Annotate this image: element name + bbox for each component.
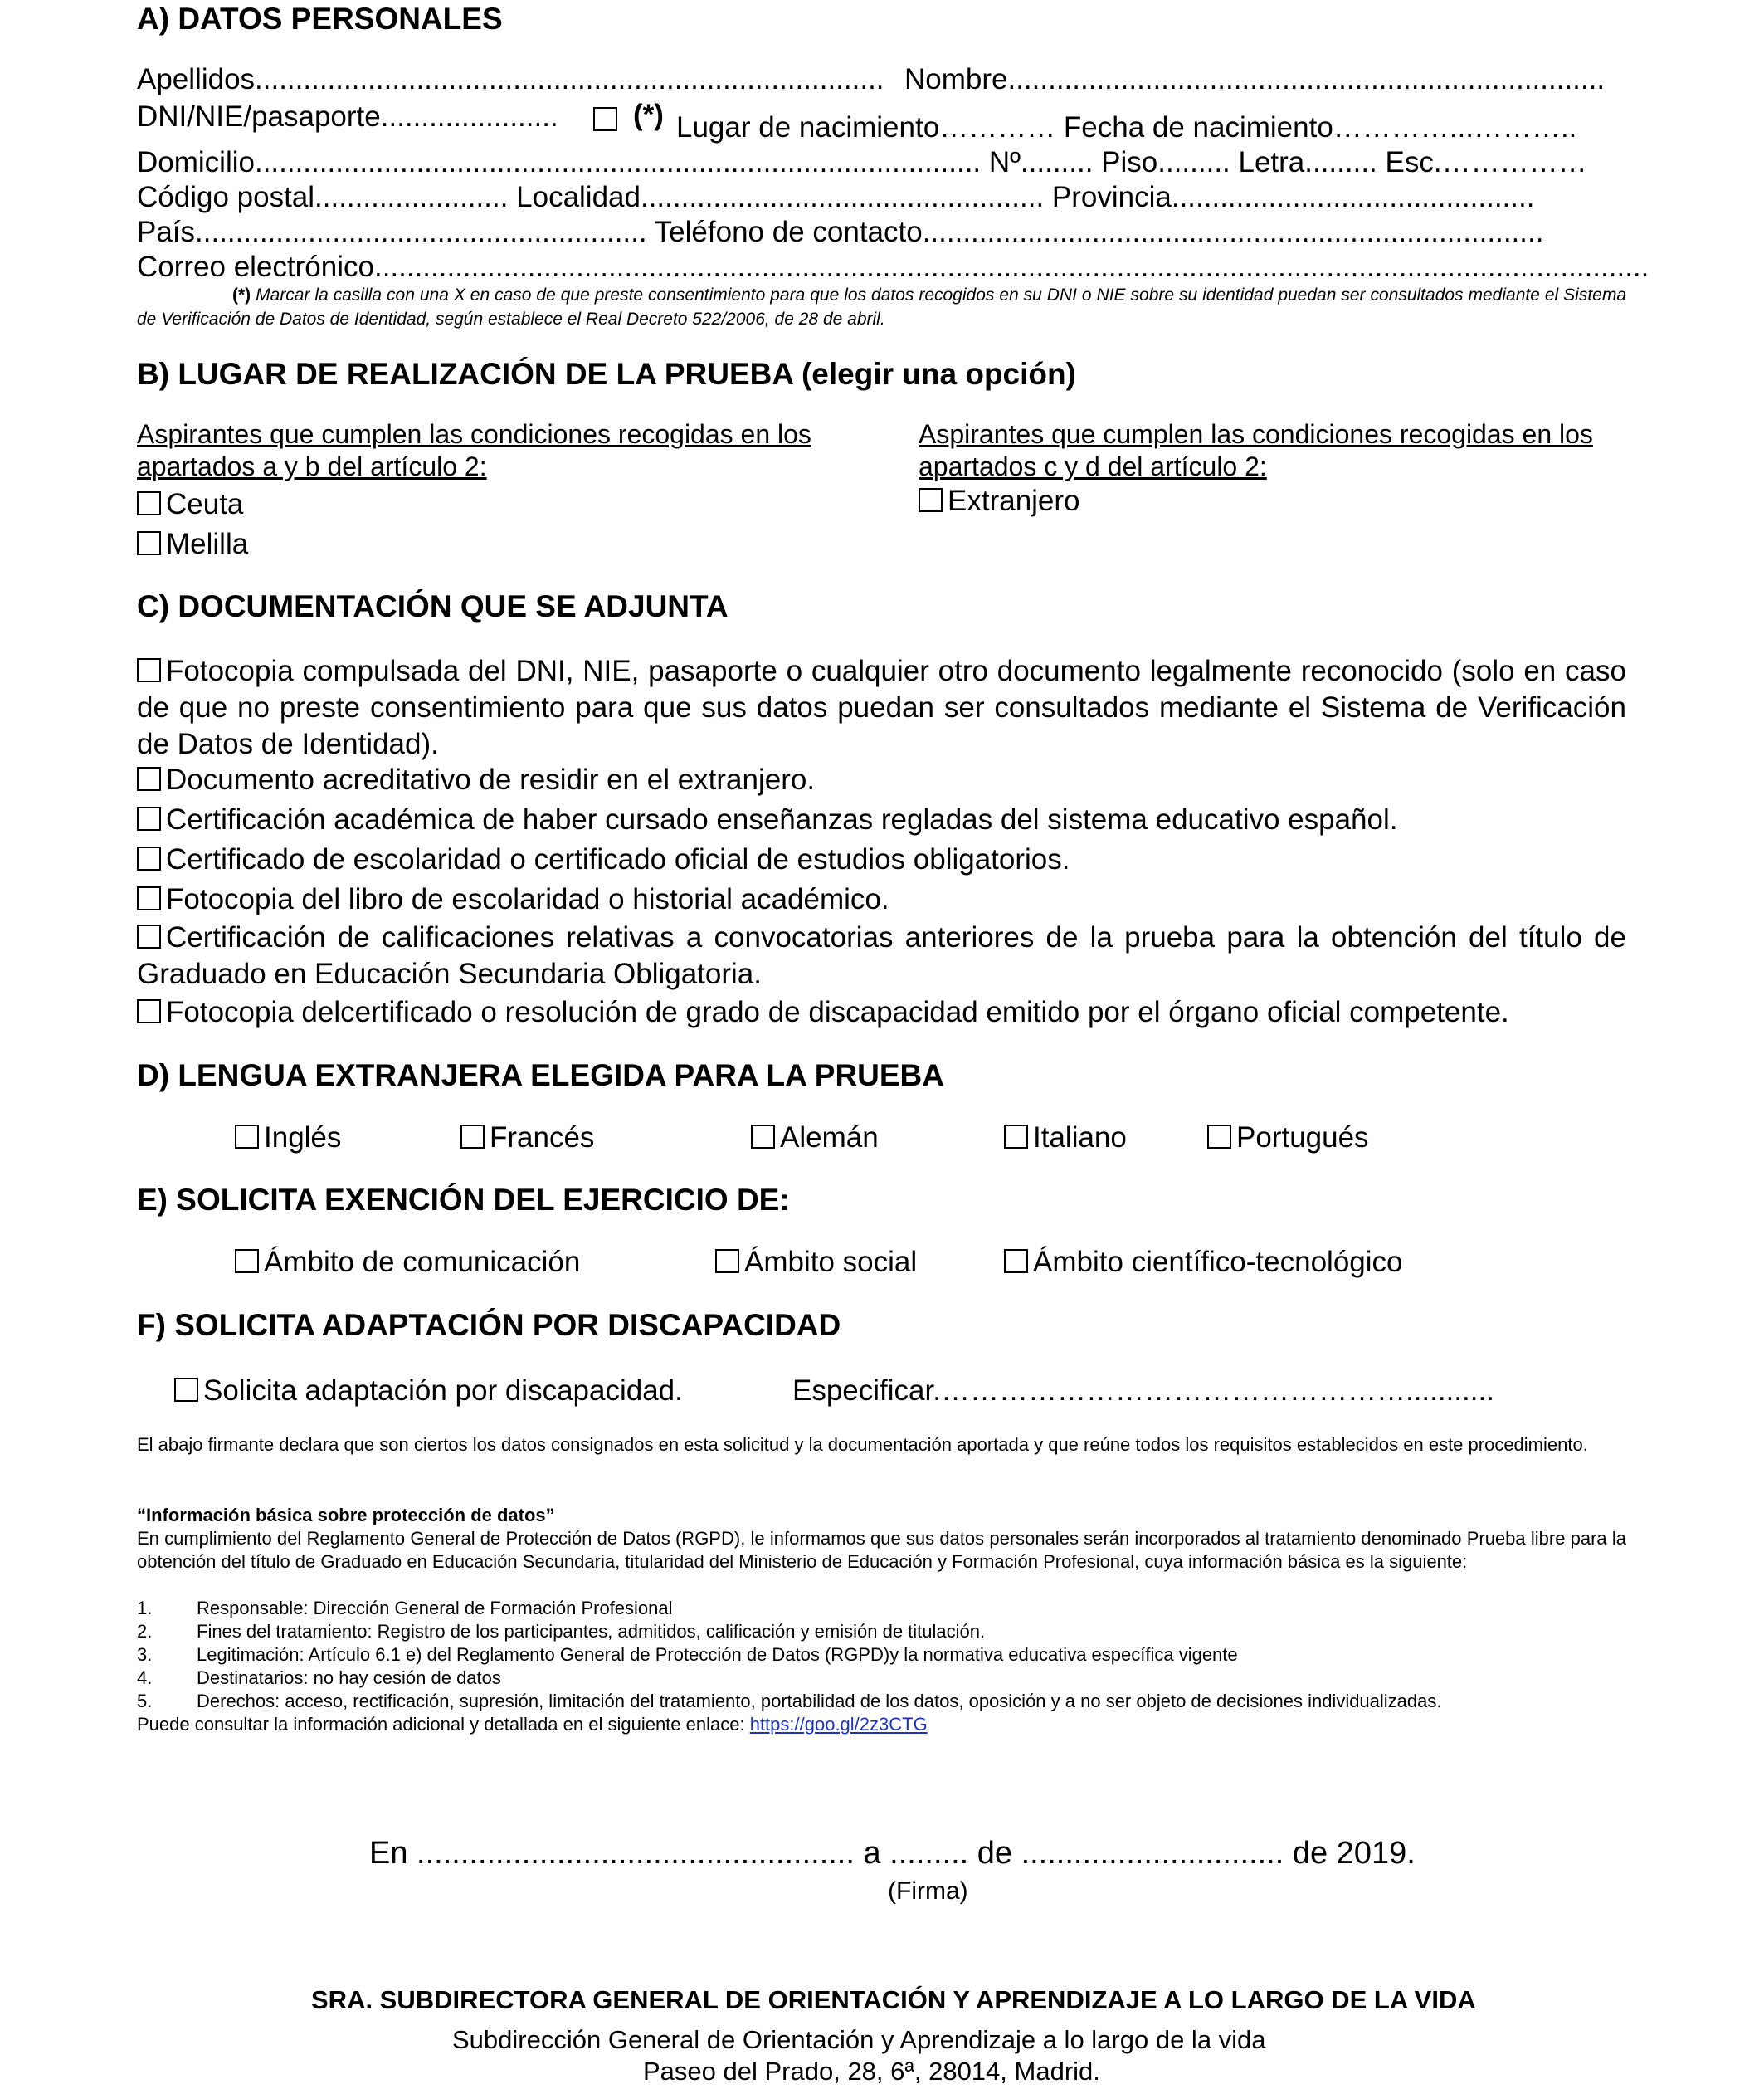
doc-item-1[interactable] — [137, 653, 1626, 763]
signature-label: (Firma) — [888, 1877, 968, 1905]
exemption-comunicacion[interactable] — [235, 1245, 580, 1280]
language-ingles-label: Inglés — [264, 1121, 342, 1154]
doc-checkbox[interactable] — [137, 886, 161, 910]
doc-checkbox[interactable] — [137, 999, 161, 1023]
privacy-item-num: 2. — [137, 1621, 153, 1642]
declaration-text: El abajo firmante declara que son ciertos los datos consignados en esta solicitud y la documentación aportada y que reúne todos los requisitos establecidos en este procedimiento. — [137, 1434, 1588, 1455]
privacy-more-text: Puede consultar la información adicional y detallada en el siguiente enlace: — [137, 1714, 750, 1735]
doc-item-4-text: Certificado de escolaridad o certificado oficial de estudios obligatorios. — [166, 843, 1070, 876]
privacy-title: “Información básica sobre protección de datos” — [137, 1505, 555, 1525]
exemption-cientifico-label: Ámbito científico-tecnológico — [1033, 1246, 1403, 1278]
location-group-ab-heading: Aspirantes que cumplen las condiciones recogidas en los apartados a y b del artículo 2: — [137, 419, 811, 481]
privacy-item-5 — [137, 1690, 1442, 1713]
section-d-title: D) LENGUA EXTRANJERA ELEGIDA PARA LA PRUEBA — [137, 1058, 945, 1092]
privacy-link[interactable]: https://goo.gl/2z3CTG — [749, 1714, 928, 1735]
doc-item-3-text: Certificación académica de haber cursado enseñanzas regladas del sistema educativo español. — [166, 803, 1398, 836]
ingles-checkbox[interactable] — [235, 1125, 259, 1149]
doc-item-4[interactable] — [137, 842, 1626, 878]
exemption-social[interactable] — [715, 1245, 917, 1280]
country-phone-fields[interactable]: País........................................................ Teléfono de contacto............................................................................. — [137, 216, 1544, 248]
section-a-title: A) DATOS PERSONALES — [137, 2, 503, 36]
cientifico-checkbox[interactable] — [1004, 1249, 1028, 1273]
privacy-intro: En cumplimiento del Reglamento General de Protección de Datos (RGPD), le informamos que sus datos personales serán incorporados al tratamiento denominado Prueba libre para la obtención del título de Graduado en Educación Secundaria, titularidad del Ministerio de Educación y Formación Profesional, cuya información básica es la siguiente: — [137, 1528, 1626, 1572]
privacy-item-2 — [137, 1620, 985, 1643]
doc-item-1-text: Fotocopia compulsada del DNI, NIE, pasaporte o cualquier otro documento legalmente reconocido (solo en caso de que no preste consentimiento para que sus datos puedan ser consultados mediante el Sistema de Verificación de Datos de Identidad). — [137, 655, 1626, 760]
birthplace-birthdate-fields[interactable]: Lugar de nacimiento………… Fecha de nacimiento…………...……….. — [676, 111, 1577, 144]
option-melilla-label: Melilla — [166, 528, 249, 560]
exemption-social-label: Ámbito social — [744, 1246, 918, 1278]
privacy-item-num: 1. — [137, 1598, 153, 1618]
privacy-item-text: Derechos: acceso, rectificación, supresión, limitación del tratamiento, portabilidad de los datos, oposición y a no ser objeto de decisiones individualizadas. — [197, 1691, 1442, 1711]
language-frances-label: Francés — [490, 1121, 595, 1154]
email-field[interactable]: Correo electrónico.............................................................................................................................................................. — [137, 251, 1649, 283]
adaptation-option[interactable] — [174, 1374, 683, 1408]
doc-checkbox[interactable] — [137, 807, 161, 831]
privacy-item-3 — [137, 1643, 1238, 1667]
consent-note — [137, 283, 1626, 331]
adaptation-option-label: Solicita adaptación por discapacidad. — [203, 1374, 683, 1407]
privacy-item-num: 3. — [137, 1644, 153, 1665]
surname-field[interactable]: Apellidos.............................................................................. — [137, 63, 884, 95]
portugues-checkbox[interactable] — [1207, 1125, 1231, 1149]
doc-checkbox[interactable] — [137, 925, 161, 949]
privacy-item-num: 4. — [137, 1667, 153, 1688]
section-b-title: B) LUGAR DE REALIZACIÓN DE LA PRUEBA (elegir una opción) — [137, 357, 1076, 391]
language-italiano[interactable] — [1004, 1120, 1127, 1155]
section-c-title: C) DOCUMENTACIÓN QUE SE ADJUNTA — [137, 589, 729, 623]
doc-item-6[interactable] — [137, 920, 1626, 993]
footer-address: Paseo del Prado, 28, 6ª, 28014, Madrid. — [643, 2057, 1100, 2086]
extranjero-checkbox[interactable] — [919, 488, 943, 512]
consent-asterisk: (*) — [633, 99, 664, 131]
privacy-item-text: Responsable: Dirección General de Formación Profesional — [197, 1598, 673, 1618]
footer-department: Subdirección General de Orientación y Aprendizaje a lo largo de la vida — [452, 2025, 1266, 2054]
doc-item-5-text: Fotocopia del libro de escolaridad o historial académico. — [166, 883, 889, 915]
melilla-checkbox[interactable] — [137, 531, 161, 555]
social-checkbox[interactable] — [715, 1249, 739, 1273]
dni-field[interactable]: DNI/NIE/pasaporte...................... — [137, 100, 558, 133]
doc-item-2[interactable] — [137, 762, 1626, 798]
section-e-title: E) SOLICITA EXENCIÓN DEL EJERCICIO DE: — [137, 1183, 790, 1217]
doc-checkbox[interactable] — [137, 767, 161, 791]
footer-addressee: SRA. SUBDIRECTORA GENERAL DE ORIENTACIÓN Y APRENDIZAJE A LO LARGO DE LA VIDA — [311, 1985, 1476, 2014]
consent-checkbox[interactable] — [593, 107, 617, 131]
italiano-checkbox[interactable] — [1004, 1125, 1028, 1149]
exemption-cientifico[interactable] — [1004, 1245, 1403, 1280]
adaptation-checkbox[interactable] — [174, 1378, 198, 1402]
doc-item-7[interactable] — [137, 994, 1626, 1031]
doc-item-6-text: Certificación de calificaciones relativas a convocatorias anteriores de la prueba para la obtención del título de Graduado en Educación Secundaria Obligatoria. — [137, 921, 1626, 990]
doc-checkbox[interactable] — [137, 658, 161, 682]
privacy-item-text: Fines del tratamiento: Registro de los participantes, admitidos, calificación y emisión de titulación. — [197, 1621, 986, 1642]
consent-note-text: Marcar la casilla con una X en caso de que preste consentimiento para que los datos recogidos en su DNI o NIE sobre su identidad puedan ser consultados mediante el Sistema de Verificación de Datos de Identidad, según establece el Real Decreto 522/2006, de 28 de abril. — [137, 286, 1627, 329]
aleman-checkbox[interactable] — [751, 1125, 775, 1149]
exemption-comunicacion-label: Ámbito de comunicación — [264, 1246, 581, 1278]
comunicacion-checkbox[interactable] — [235, 1249, 259, 1273]
name-field[interactable]: Nombre.......................................................................... — [904, 63, 1606, 95]
language-portugues-label: Portugués — [1236, 1121, 1369, 1154]
option-melilla[interactable] — [137, 527, 248, 562]
option-ceuta-label: Ceuta — [166, 488, 244, 520]
language-aleman[interactable] — [751, 1120, 879, 1155]
language-aleman-label: Alemán — [780, 1121, 879, 1154]
option-extranjero[interactable] — [919, 484, 1080, 519]
frances-checkbox[interactable] — [460, 1125, 485, 1149]
privacy-more-info — [137, 1713, 928, 1736]
signature-place-date-line[interactable]: En .................................................. a ......... de .............................. de 2019. — [369, 1836, 1416, 1871]
postal-locality-province-fields[interactable]: Código postal........................ Localidad.................................................. Provincia............................................. — [137, 181, 1535, 213]
language-ingles[interactable] — [235, 1120, 341, 1155]
doc-item-2-text: Documento acreditativo de residir en el extranjero. — [166, 764, 816, 796]
option-extranjero-label: Extranjero — [948, 485, 1080, 517]
privacy-item-text: Destinatarios: no hay cesión de datos — [197, 1667, 501, 1688]
location-group-cd-heading: Aspirantes que cumplen las condiciones recogidas en los apartados c y d del artículo 2: — [919, 419, 1593, 481]
doc-item-5[interactable] — [137, 881, 1626, 918]
ceuta-checkbox[interactable] — [137, 491, 161, 515]
language-frances[interactable] — [460, 1120, 594, 1155]
privacy-item-num: 5. — [137, 1691, 153, 1711]
doc-item-7-text: Fotocopia delcertificado o resolución de grado de discapacidad emitido por el órgano oficial competente. — [166, 996, 1509, 1028]
consent-note-asterisk: (*) — [232, 286, 251, 305]
privacy-item-1 — [137, 1597, 673, 1620]
address-field[interactable]: Domicilio.......................................................................................... Nº......... Piso......... Letra......... Esc.…………… — [137, 146, 1587, 178]
option-ceuta[interactable] — [137, 487, 243, 522]
adaptation-specify-field[interactable]: Especificar.…………………………………………........... — [792, 1374, 1494, 1407]
language-italiano-label: Italiano — [1033, 1121, 1127, 1154]
doc-checkbox[interactable] — [137, 847, 161, 871]
doc-item-3[interactable] — [137, 802, 1626, 838]
language-portugues[interactable] — [1207, 1120, 1369, 1155]
section-f-title: F) SOLICITA ADAPTACIÓN POR DISCAPACIDAD — [137, 1308, 841, 1342]
privacy-item-text: Legitimación: Artículo 6.1 e) del Reglamento General de Protección de Datos (RGPD)y la normativa educativa específica vigente — [197, 1644, 1238, 1665]
privacy-item-4 — [137, 1667, 501, 1690]
